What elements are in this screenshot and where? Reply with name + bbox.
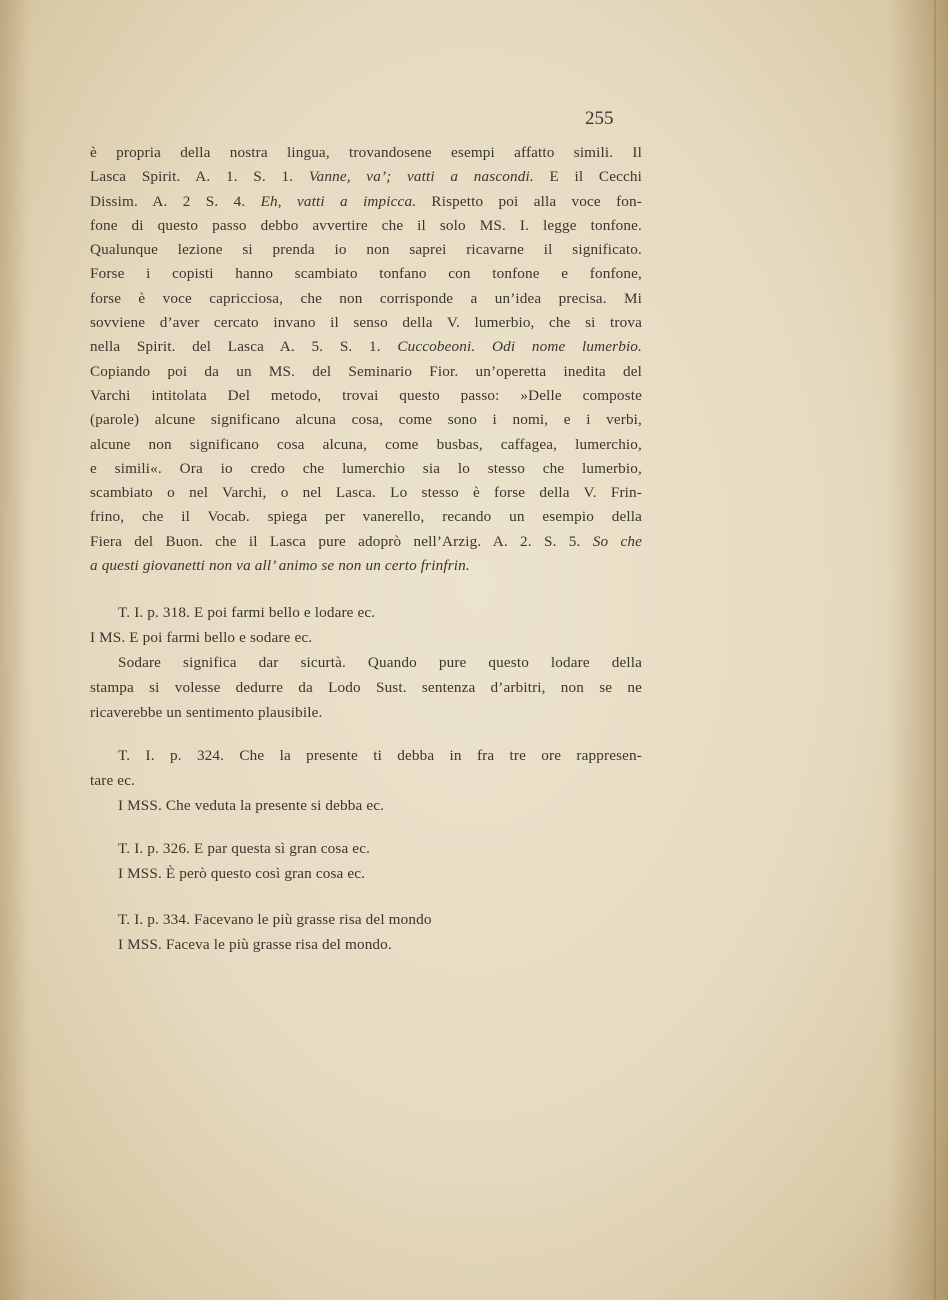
text-line: Fiera del Buon. che il Lasca pure adoprò nell’Arzig. A. 2. S. 5. So che bbox=[90, 532, 642, 550]
note-heading: T. I. p. 324. Che la presente ti debba in fra tre ore rappresen- bbox=[118, 747, 642, 764]
text-line: Dissim. A. 2 S. 4. Eh, vatti a impicca. Rispetto poi alla voce fon- bbox=[90, 192, 642, 210]
text-line: (parole) alcune significano alcuna cosa, come sono i nomi, e i verbi, bbox=[90, 411, 642, 429]
note-heading: T. I. p. 318. E poi farmi bello e lodare ec. bbox=[118, 604, 376, 621]
text-line: alcune non significano cosa alcuna, come busbas, caffagea, lumerchio, bbox=[90, 435, 642, 453]
note-comment: ricaverebbe un sentimento plausibile. bbox=[90, 704, 323, 721]
page-number: 255 bbox=[585, 108, 614, 129]
italic-quote: Cuccobeoni. Odi nome lumerbio. bbox=[397, 338, 642, 356]
text-line: e simili«. Ora io credo che lumerchio sia lo stesso che lumerbio, bbox=[90, 459, 642, 477]
text-line: nella Spirit. del Lasca A. 5. S. 1. Cuccobeoni. Odi nome lumerbio. bbox=[90, 338, 642, 356]
text-line: scambiato o nel Varchi, o nel Lasca. Lo stesso è forse della V. Frin- bbox=[90, 484, 642, 502]
italic-quote: Eh, vatti a impicca. bbox=[260, 192, 417, 210]
text-line: fone di questo passo debbo avvertire che il solo MS. I. legge tonfone. bbox=[90, 216, 642, 234]
italic-quote: So che bbox=[592, 532, 642, 550]
page-edge-shadow-right bbox=[888, 0, 948, 1300]
text-line: Varchi intitolata Del metodo, trovai questo passo: »Delle composte bbox=[90, 386, 642, 404]
text-line bbox=[90, 554, 642, 578]
page-crease bbox=[934, 0, 936, 1300]
note-variant: I MSS. È però questo così gran cosa ec. bbox=[118, 865, 366, 882]
note-heading-cont: tare ec. bbox=[90, 772, 136, 789]
italic-quote: Vanne, va’; vatti a nascondi. bbox=[308, 168, 534, 186]
note-comment: Sodare significa dar sicurtà. Quando pure questo lodare della bbox=[118, 654, 642, 671]
note-326 bbox=[90, 836, 642, 886]
text-line: forse è voce capricciosa, che non corrisponde a un’idea precisa. Mi bbox=[90, 289, 642, 307]
text-line: Lasca Spirit. A. 1. S. 1. Vanne, va’; vatti a nascondi. E il Cecchi bbox=[90, 168, 642, 186]
main-paragraph bbox=[90, 141, 642, 578]
note-variant: I MSS. Che veduta la presente si debba ec. bbox=[118, 797, 385, 814]
note-324 bbox=[90, 743, 642, 818]
page-edge-shadow-left bbox=[0, 0, 30, 1300]
note-318 bbox=[90, 600, 642, 725]
italic-quote: a questi giovanetti non va all’ animo se non un certo frinfrin. bbox=[90, 557, 470, 575]
note-heading: T. I. p. 334. Facevano le più grasse risa del mondo bbox=[118, 911, 432, 928]
text-line: Forse i copisti hanno scambiato tonfano con tonfone e fonfone, bbox=[90, 265, 642, 283]
note-variant: I MSS. Faceva le più grasse risa del mondo. bbox=[118, 936, 392, 953]
text-line: frino, che il Vocab. spiega per vanerello, recando un esempio della bbox=[90, 508, 642, 526]
note-heading: T. I. p. 326. E par questa sì gran cosa ec. bbox=[118, 840, 371, 857]
text-line: è propria della nostra lingua, trovandosene esempi affatto simili. Il bbox=[90, 144, 642, 161]
note-variant: I MS. E poi farmi bello e sodare ec. bbox=[90, 629, 313, 646]
text-line: sovviene d’aver cercato invano il senso della V. lumerbio, che si trova bbox=[90, 314, 642, 332]
text-line: Copiando poi da un MS. del Seminario Fior. un’operetta inedita del bbox=[90, 362, 642, 380]
note-334 bbox=[90, 907, 642, 957]
note-comment: stampa si volesse dedurre da Lodo Sust. sentenza d’arbitri, non se ne bbox=[90, 679, 642, 696]
text-line: Qualunque lezione si prenda io non saprei ricavarne il significato. bbox=[90, 241, 642, 259]
